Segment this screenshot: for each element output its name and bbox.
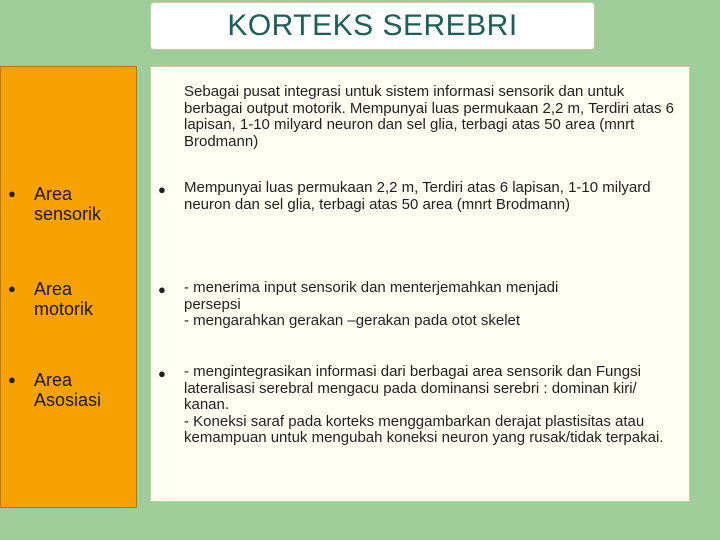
area-label-text: Area sensorik — [34, 184, 102, 224]
bullet-icon: ● — [158, 182, 166, 197]
area-label-sensorik — [8, 184, 134, 224]
area-desc-motorik — [158, 280, 688, 330]
area-desc-text: Mempunyai luas permukaan 2,2 m, Terdiri atas 6 lapisan, 1-10 milyard neuron dan sel glia, terbagi atas 50 area (mnrt Brodmann) — [184, 179, 651, 213]
bullet-icon: ● — [8, 372, 16, 387]
area-desc-text: - menerima input sensorik dan menterjemahkan menjadi persepsi - mengarahkan gerakan –gerakan pada otot skelet — [184, 279, 559, 329]
area-desc-asosiasi — [158, 364, 688, 447]
bullet-icon: ● — [8, 186, 16, 201]
area-desc-text: - mengintegrasikan informasi dari berbagai area sensorik dan Fungsi lateralisasi serebral mengacu pada dominansi serebri : dominan kiri/ kanan. - Koneksi saraf pada korteks menggambarkan derajat plastisitas atau kemampuan untuk mengubah koneksi neuron yang rusak/tidak terpakai. — [184, 363, 664, 446]
area-desc-sensorik — [158, 180, 688, 213]
area-label-text: Area motorik — [34, 279, 94, 319]
area-label-motorik — [8, 279, 134, 319]
bullet-icon: ● — [8, 281, 16, 296]
area-label-text: Area Asosiasi — [34, 370, 102, 410]
title-box — [150, 2, 595, 50]
area-label-asosiasi — [8, 370, 134, 410]
bullet-icon: ● — [158, 282, 166, 297]
slide-title: KORTEKS SEREBRI — [227, 9, 518, 42]
bullet-icon: ● — [158, 366, 166, 381]
intro-paragraph: Sebagai pusat integrasi untuk sistem informasi sensorik dan untuk berbagai output motorik. Mempunyai luas permukaan 2,2 m, Terdiri atas 6 lapisan, 1-10 milyard neuron dan sel glia, terbagi atas 50 area (mnrt Brodmann) — [184, 83, 674, 150]
